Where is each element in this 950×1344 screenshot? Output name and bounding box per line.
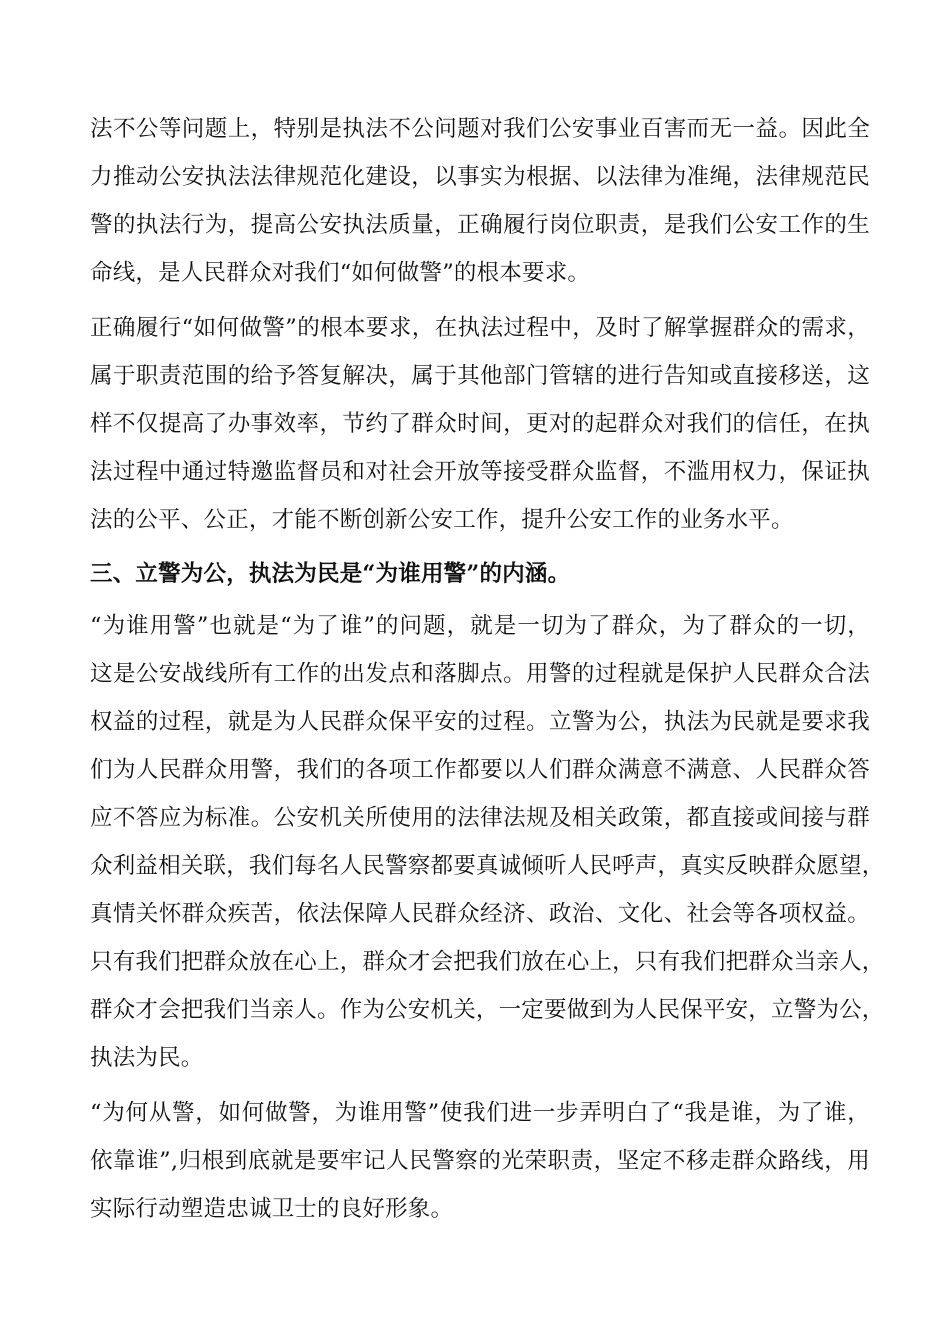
text-line: 警的执法行为，提高公安执法质量，正确履行岗位职责，是我们公安工作的生 — [90, 212, 870, 238]
text-line: 属于职责范围的给予答复解决，属于其他部门管辖的进行告知或直接移送，这 — [90, 363, 870, 389]
text-line: 只有我们把群众放在心上，群众才会把我们放在心上，只有我们把群众当亲人， — [90, 949, 885, 975]
text-line: “为谁用警”也就是“为了谁”的问题，就是一切为了群众，为了群众的一切， — [90, 613, 870, 639]
text-line: 执法为民。 — [90, 1045, 204, 1071]
text-line: 群众才会把我们当亲人。作为公安机关，一定要做到为人民保平安，立警为公， — [90, 997, 885, 1023]
section-heading: 三、立警为公，执法为民是“为谁用警”的内涵。 — [90, 561, 571, 587]
text-line: 法不公等问题上，特别是执法不公问题对我们公安事业百害而无一益。因此全 — [90, 116, 870, 142]
text-line: 命线，是人民群众对我们“如何做警”的根本要求。 — [90, 260, 591, 286]
text-line: 应不答应为标准。公安机关所使用的法律法规及相关政策，都直接或间接与群 — [90, 805, 870, 831]
text-line: 正确履行“如何做警”的根本要求，在执法过程中，及时了解掌握群众的需求， — [90, 315, 870, 341]
text-line: 法的公平、公正，才能不断创新公安工作，提升公安工作的业务水平。 — [90, 507, 794, 533]
text-line: 真情关怀群众疾苦，依法保障人民群众经济、政治、文化、社会等各项权益。 — [90, 901, 870, 927]
text-line: 依靠谁”,归根到底就是要牢记人民警察的光荣职责，坚定不移走群众路线，用 — [90, 1148, 870, 1174]
text-line: 力推动公安执法法律规范化建设，以事实为根据、以法律为准绳，法律规范民 — [90, 164, 870, 190]
text-line: 法过程中通过特邀监督员和对社会开放等接受群众监督，不滥用权力，保证执 — [90, 459, 870, 485]
text-line: 众利益相关联，我们每名人民警察都要真诚倾听人民呼声，真实反映群众愿望， — [90, 853, 885, 879]
text-line: 这是公安战线所有工作的出发点和落脚点。用警的过程就是保护人民群众合法 — [90, 661, 870, 687]
text-line: 们为人民群众用警，我们的各项工作都要以人们群众满意不满意、人民群众答 — [90, 757, 870, 783]
text-line: 样不仅提高了办事效率，节约了群众时间，更对的起群众对我们的信任，在执 — [90, 411, 870, 437]
text-line: “为何从警，如何做警，为谁用警”使我们进一步弄明白了“我是谁，为了谁， — [90, 1100, 870, 1126]
text-line: 权益的过程，就是为人民群众保平安的过程。立警为公，执法为民就是要求我 — [90, 709, 870, 735]
text-line: 实际行动塑造忠诚卫士的良好形象。 — [90, 1196, 454, 1222]
